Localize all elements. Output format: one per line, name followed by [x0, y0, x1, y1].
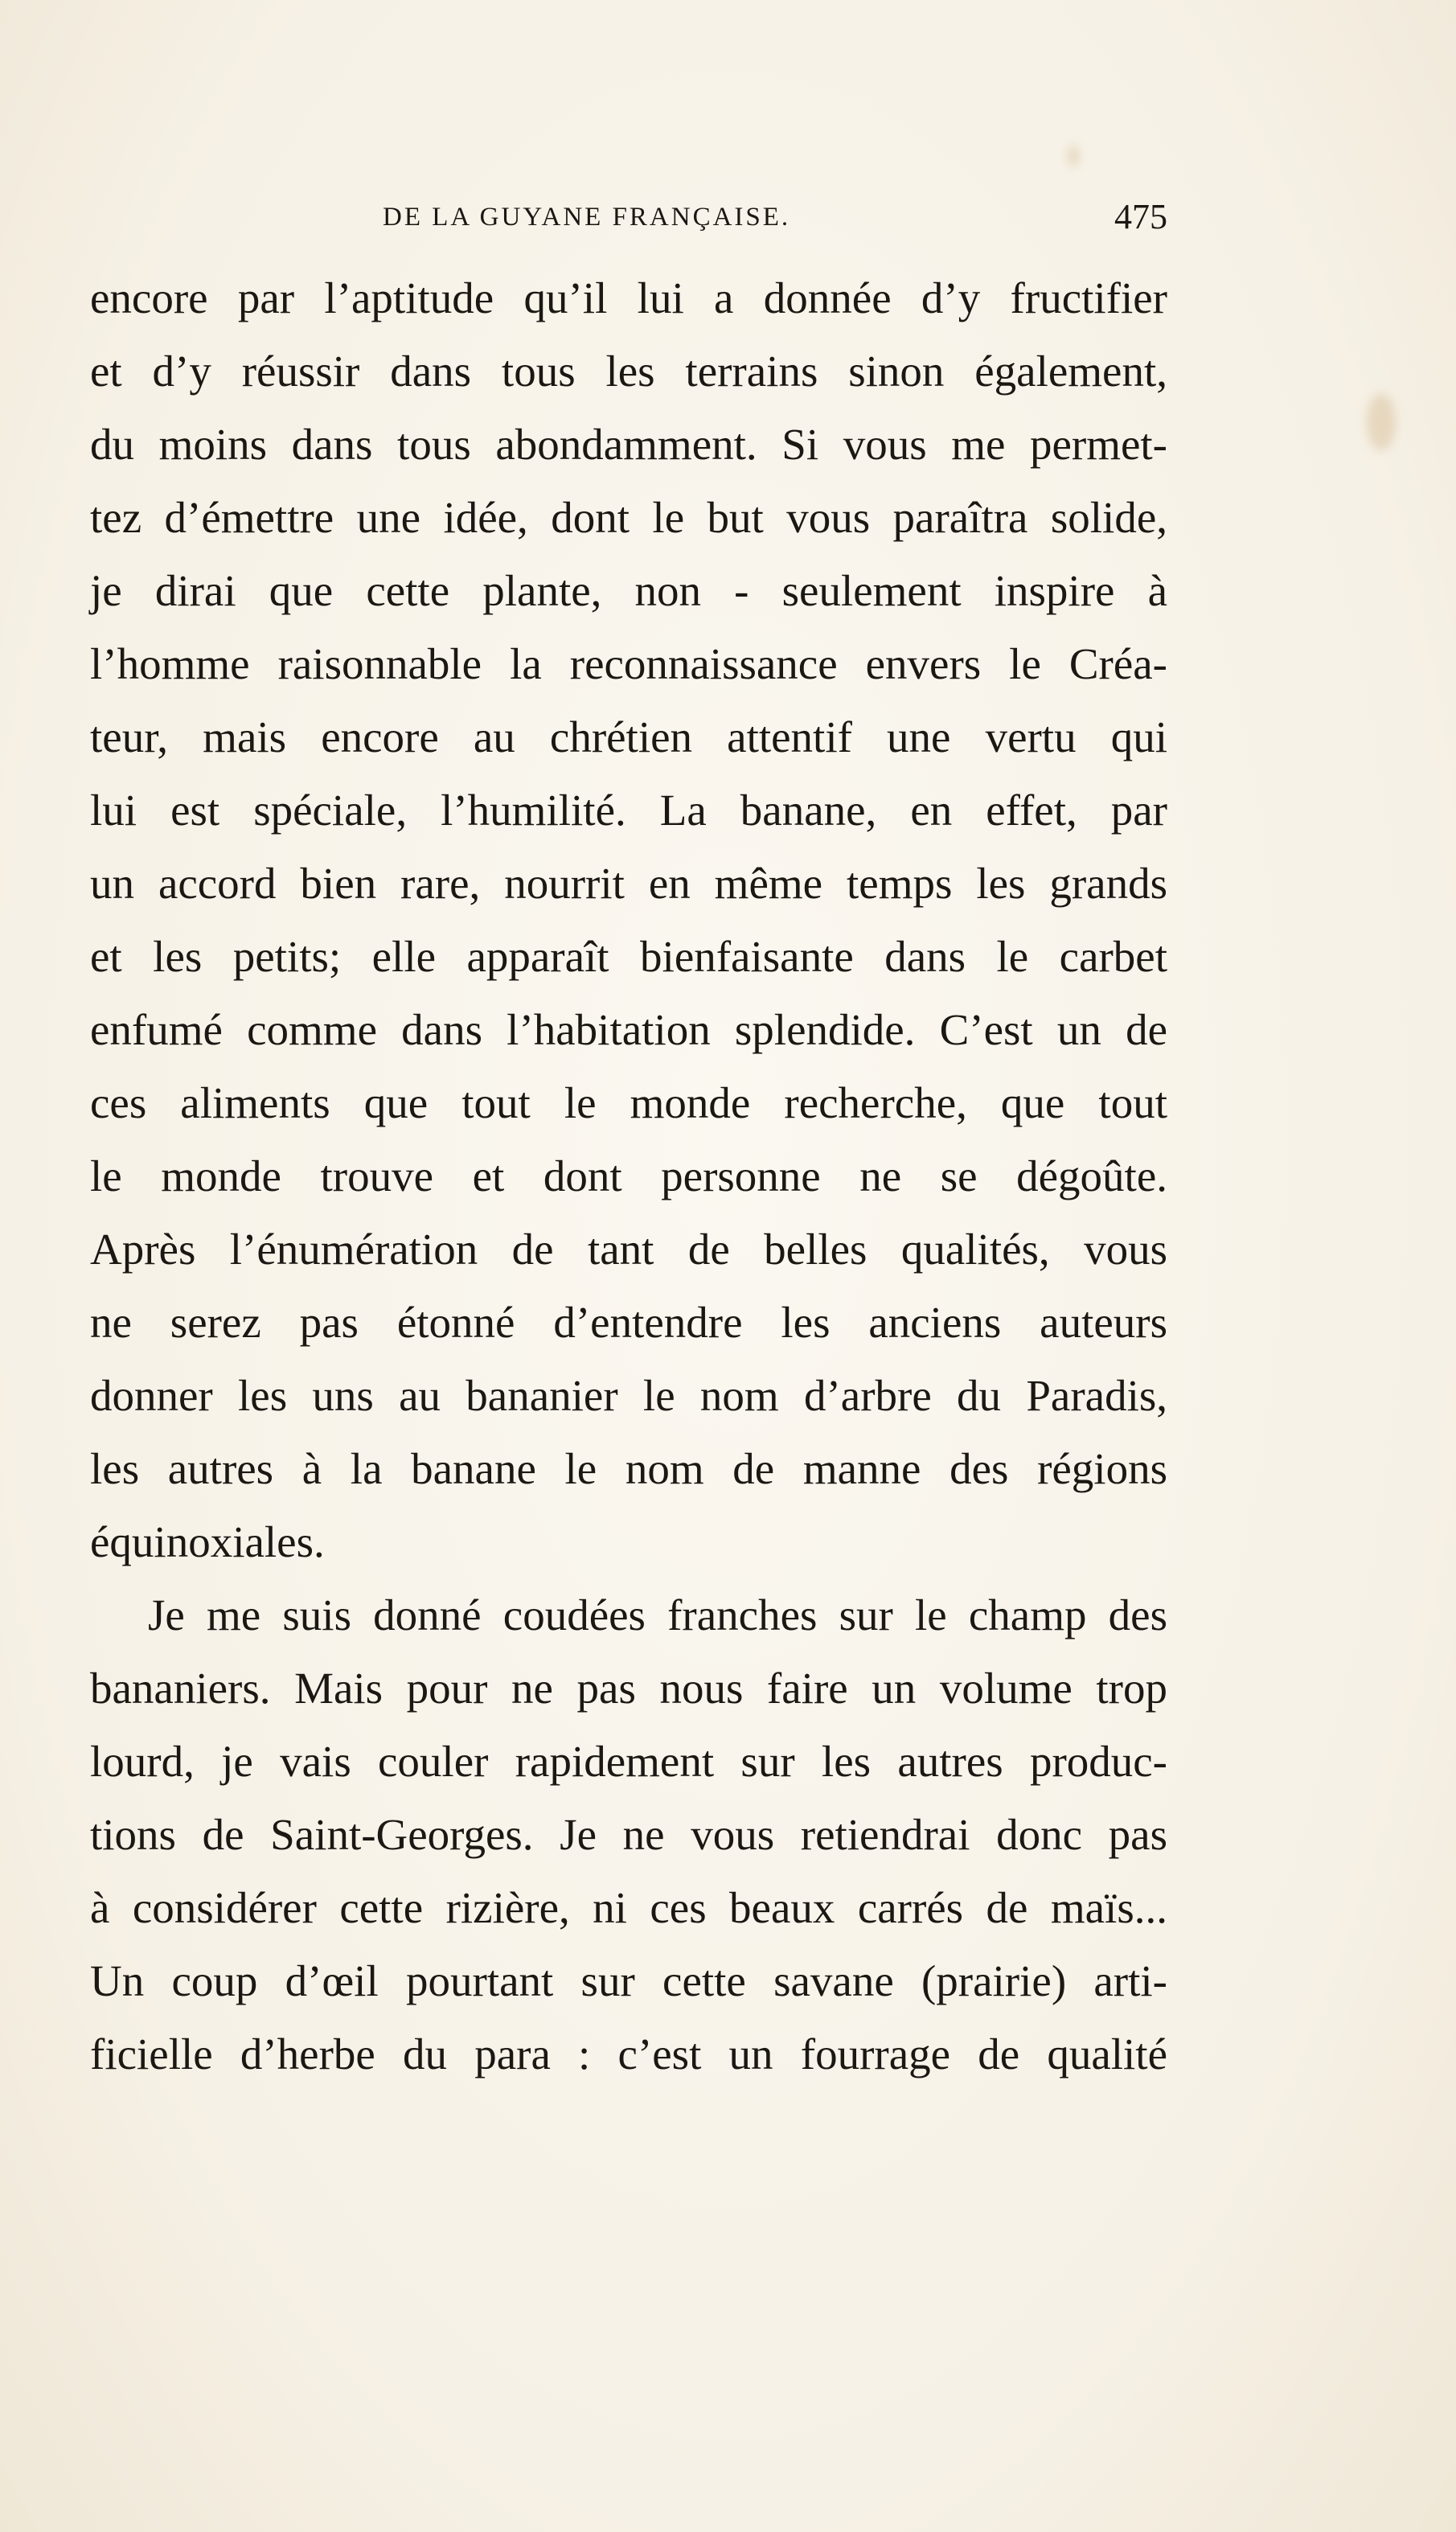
running-header: [98, 193, 1167, 241]
paragraph: [90, 1578, 1167, 2091]
text-line: Je me suis donné coudées franches sur le champ des: [148, 1590, 1167, 1639]
paragraph: [90, 261, 1167, 1578]
text-line: ne serez pas étonné d’entendre les anciens auteurs: [90, 1298, 1167, 1347]
text-line: équinoxiales.: [90, 1517, 325, 1566]
paper-stain: [1068, 145, 1079, 167]
text-line: à considérer cette rizière, ni ces beaux carrés de maïs...: [90, 1883, 1167, 1932]
text-line: tions de Saint-Georges. Je ne vous retiendrai donc pas: [90, 1810, 1167, 1859]
text-line: ficielle d’herbe du para : c’est un fourrage de qualité: [90, 2029, 1167, 2079]
text-line: les autres à la banane le nom de manne des régions: [90, 1444, 1167, 1493]
text-line: donner les uns au bananier le nom d’arbre du Paradis,: [90, 1371, 1167, 1420]
text-line: lui est spéciale, l’humilité. La banane, en effet, par: [90, 786, 1167, 835]
text-line: le monde trouve et dont personne ne se dégoûte.: [90, 1151, 1167, 1200]
text-line: du moins dans tous abondamment. Si vous me permet-: [90, 420, 1167, 469]
page-number: 475: [1114, 197, 1167, 236]
text-line: Un coup d’œil pourtant sur cette savane (prairie) arti-: [90, 1956, 1167, 2005]
body-text: [90, 261, 1167, 2091]
text-line: teur, mais encore au chrétien attentif une vertu qui: [90, 712, 1167, 761]
running-title: DE LA GUYANE FRANÇAISE.: [383, 203, 791, 232]
text-line: et les petits; elle apparaît bienfaisante dans le carbet: [90, 932, 1167, 981]
text-line: et d’y réussir dans tous les terrains sinon également,: [90, 347, 1167, 396]
text-line: je dirai que cette plante, non - seulement inspire à: [90, 566, 1167, 615]
text-line: l’homme raisonnable la reconnaissance envers le Créa-: [90, 639, 1167, 688]
text-line: enfumé comme dans l’habitation splendide. C’est un de: [90, 1005, 1167, 1054]
text-line: lourd, je vais couler rapidement sur les autres produc-: [90, 1737, 1167, 1786]
text-line: tez d’émettre une idée, dont le but vous paraîtra solide,: [90, 493, 1167, 542]
paper-stain: [1367, 394, 1396, 450]
text-line: ces aliments que tout le monde recherche, que tout: [90, 1078, 1167, 1127]
text-line: bananiers. Mais pour ne pas nous faire un volume trop: [90, 1664, 1167, 1713]
text-line: un accord bien rare, nourrit en même temps les grands: [90, 859, 1167, 908]
text-line: Après l’énumération de tant de belles qualités, vous: [90, 1225, 1167, 1274]
text-line: encore par l’aptitude qu’il lui a donnée d’y fructifier: [90, 273, 1167, 322]
